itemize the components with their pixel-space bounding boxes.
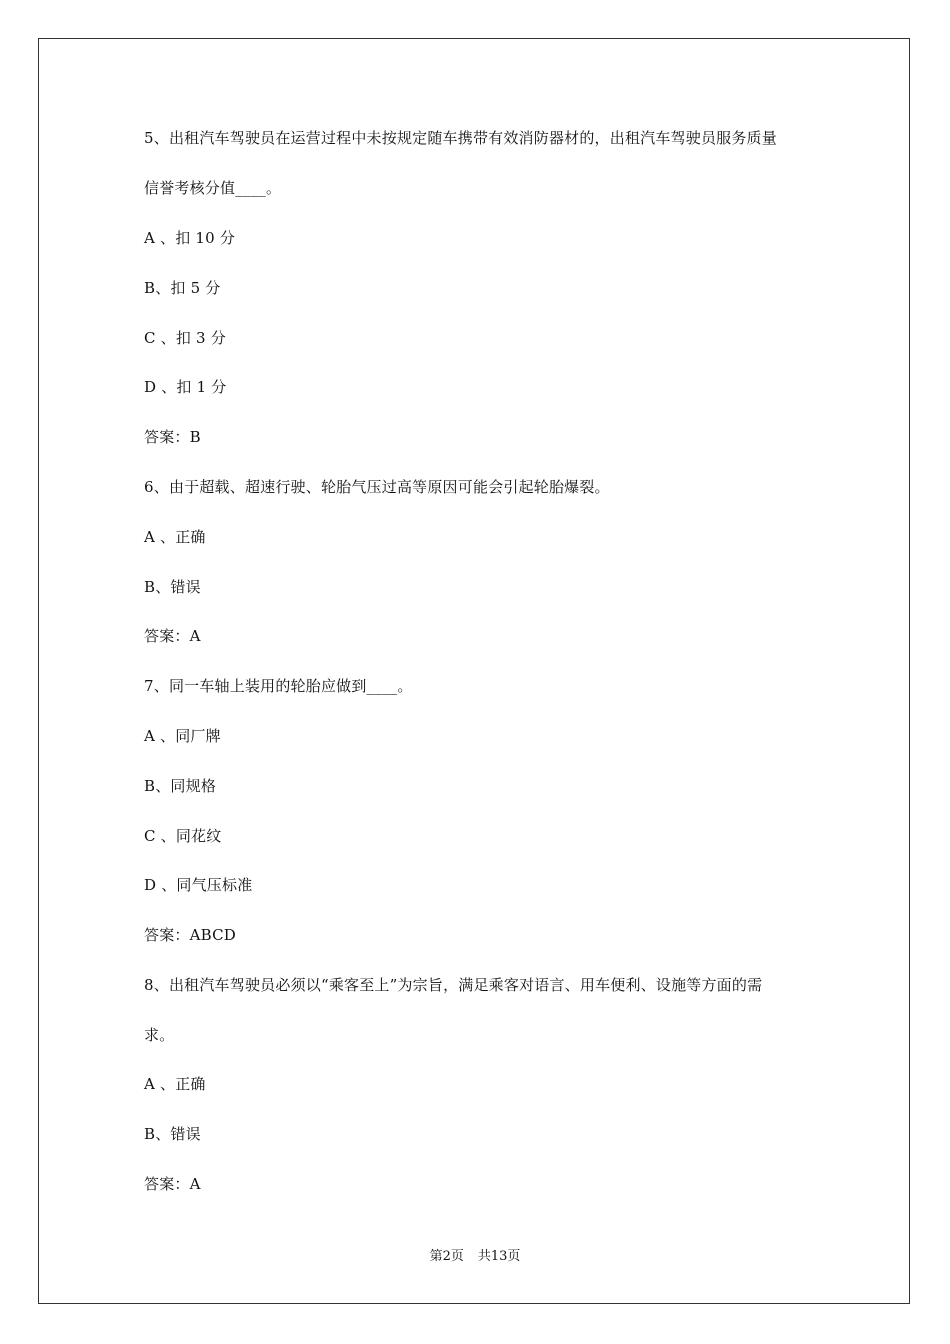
page-number: 第2页 [429, 1249, 464, 1264]
question-5-option-c: C 、扣 3 分 [144, 329, 226, 347]
question-6-option-a: A 、正确 [144, 528, 206, 546]
question-6-stem: 6、由于超载、超速行驶、轮胎气压过高等原因可能会引起轮胎爆裂。 [144, 478, 610, 496]
question-5-option-b: B、扣 5 分 [144, 279, 221, 297]
question-5-stem-line-1: 5、出租汽车驾驶员在运营过程中未按规定随车携带有效消防器材的，出租汽车驾驶员服务质量 [144, 129, 777, 147]
question-5-option-d: D 、扣 1 分 [144, 378, 227, 396]
question-8-option-a: A 、正确 [144, 1075, 206, 1093]
question-8-answer: 答案：A [144, 1175, 201, 1193]
question-7-answer: 答案：ABCD [144, 926, 237, 944]
question-5-option-a: A 、扣 10 分 [144, 229, 236, 247]
question-7-stem: 7、同一车轴上装用的轮胎应做到____。 [144, 677, 413, 695]
question-5-stem-line-2: 信誉考核分值____。 [144, 179, 282, 197]
question-7-option-b: B、同规格 [144, 777, 217, 795]
page-total: 共13页 [477, 1249, 521, 1264]
question-7-option-c: C 、同花纹 [144, 827, 222, 845]
question-6-answer: 答案：A [144, 627, 201, 645]
page-footer [0, 1248, 950, 1266]
question-8-option-b: B、错误 [144, 1125, 201, 1143]
question-8-stem-line-2: 求。 [144, 1026, 175, 1044]
question-6-option-b: B、错误 [144, 578, 201, 596]
question-7-option-a: A 、同厂牌 [144, 727, 221, 745]
question-8-stem-line-1: 8、出租汽车驾驶员必须以“乘客至上”为宗旨，满足乘客对语言、用车便利、设施等方面的需 [144, 976, 763, 994]
question-5-answer: 答案：B [144, 428, 201, 446]
question-7-option-d: D 、同气压标准 [144, 876, 253, 894]
